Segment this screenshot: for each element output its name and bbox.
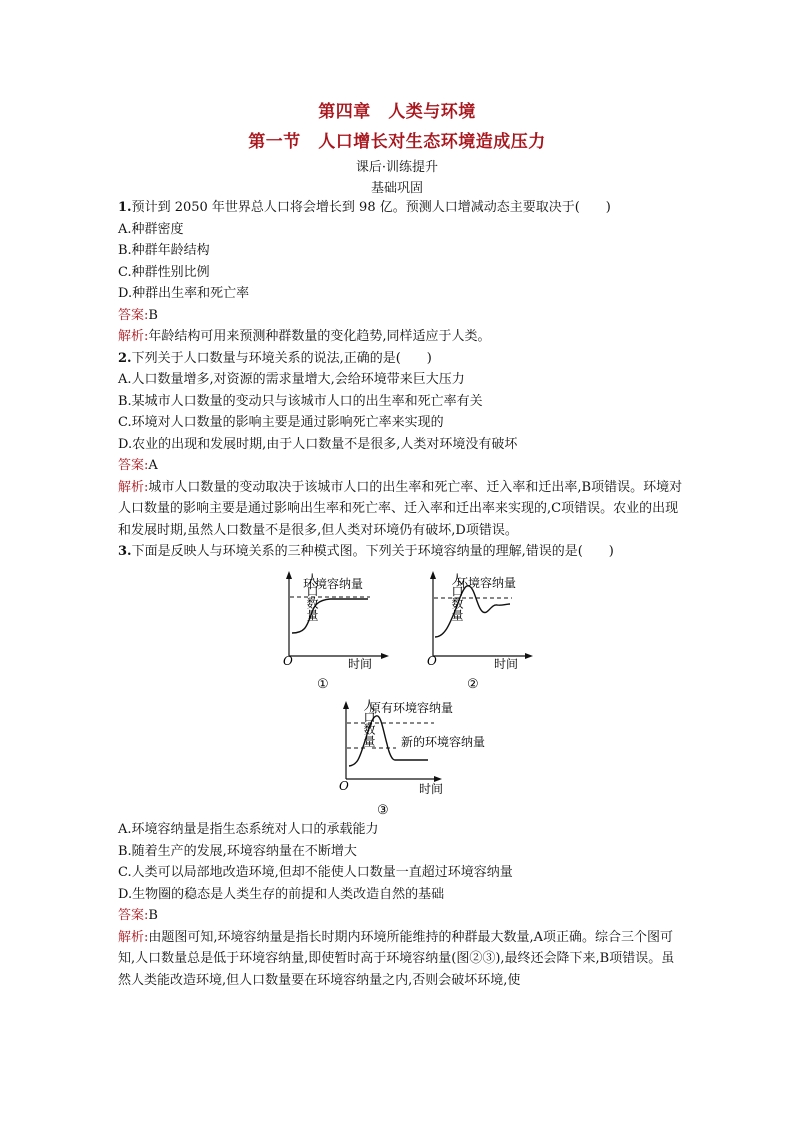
fig1-x-label: 时间 — [348, 657, 373, 671]
fig2-curve — [435, 586, 510, 637]
q2-analysis: 解析:城市人口数量的变动取决于该城市人口的出生率和死亡率、迁入率和迁出率,B项错误。环境对人口数量的影响主要是通过影响出生率和死亡率、迁入率和迁出率来实现的,C项错误。农业的出现和发展时期,虽然人口数量不是很多,但人类对环境仍有破坏,D项错误。 — [118, 479, 683, 538]
q3-analysis: 解析:由题图可知,环境容纳量是指长时期内环境所能维持的种群最大数量,A项正确。综合三个图可知,人口数量总是低于环境容纳量,即使暂时高于环境容纳量(图②③),最终还会降下来,B项错误。虽然人类能改造环境,但人口数量要在环境容纳量之内,否则会破坏环境,使 — [118, 929, 675, 988]
section-title: 第一节 人口增长对生态环境造成压力 — [248, 132, 546, 152]
q1-option-d: D.种群出生率和死亡率 — [118, 286, 250, 301]
fig3-y-label: 人口数量 — [328, 699, 376, 713]
q2-answer: 答案:A — [118, 458, 158, 473]
q2-option-c: C.环境对人口数量的影响主要是通过影响死亡率来实现的 — [118, 415, 444, 430]
fig2-k-label: 环境容纳量 — [456, 576, 517, 590]
q1-analysis: 解析:年龄结构可用来预测种群数量的变化趋势,同样适应于人类。 — [118, 329, 491, 344]
fig1-y-label: 人口数量 — [271, 573, 319, 587]
figure-3 — [328, 699, 485, 818]
q2-option-a: A.人口数量增多,对资源的需求量增大,会给环境带来巨大压力 — [118, 372, 465, 387]
figure-panel — [0, 560, 794, 820]
q1-option-a: A.种群密度 — [118, 221, 184, 237]
fig2-x-label: 时间 — [494, 657, 519, 671]
fig2-x-arrow — [525, 653, 533, 659]
q3-answer: 答案:B — [118, 908, 158, 923]
fig2-origin: O — [427, 654, 437, 668]
question-1-stem: 1.预计到 2050 年世界总人口将会增长到 98 亿。预测人口增减动态主要取决于( ) — [118, 200, 611, 215]
fig3-origin: O — [339, 779, 349, 793]
questions-1-2 — [118, 197, 684, 563]
q1-option-b: B.种群年龄结构 — [118, 243, 210, 258]
part-heading: 基础巩固 — [370, 181, 423, 196]
fig2-number: ② — [467, 677, 479, 692]
q1-answer: 答案:B — [118, 307, 158, 323]
q3-option-b: B.随着生产的发展,环境容纳量在不断增大 — [118, 843, 357, 859]
q3-option-c: C.人类可以局部地改造环境,但却不能使人口数量一直超过环境容纳量 — [118, 865, 513, 880]
fig3-old-k-label: 原有环境容纳量 — [369, 701, 454, 715]
question-3-stem: 3.下面是反映人与环境关系的三种模式图。下列关于环境容纳量的理解,错误的是( ) — [118, 544, 614, 559]
q3-option-a: A.环境容纳量是指生态系统对人口的承载能力 — [118, 822, 379, 837]
fig3-number: ③ — [377, 803, 389, 818]
fig1-x-arrow — [381, 653, 389, 659]
figure-1 — [271, 571, 389, 692]
exercise-subtitle: 课后·训练提升 — [355, 160, 439, 175]
fig1-curve — [292, 599, 368, 633]
fig1-k-label: 环境容纳量 — [303, 577, 364, 591]
question-2-stem: 2.下列关于人口数量与环境关系的说法,正确的是( ) — [118, 350, 432, 366]
figure-2 — [416, 571, 533, 692]
q2-option-d: D.农业的出现和发展时期,由于人口数量不是很多,人类对环境没有破坏 — [118, 436, 518, 452]
fig1-number: ① — [317, 677, 329, 692]
fig3-x-label: 时间 — [419, 782, 444, 796]
question-3-body — [118, 819, 684, 991]
chapter-title: 第四章 人类与环境 — [318, 102, 476, 122]
fig2-y-label: 人口数量 — [416, 573, 464, 587]
q2-option-b: B.某城市人口数量的变动只与该城市人口的出生率和死亡率有关 — [118, 393, 483, 409]
q3-option-d: D.生物圈的稳态是人类生存的前提和人类改造自然的基础 — [118, 886, 445, 902]
fig1-origin: O — [283, 654, 293, 668]
fig3-new-k-label: 新的环境容纳量 — [401, 735, 486, 749]
q1-option-c: C.种群性别比例 — [118, 264, 210, 280]
